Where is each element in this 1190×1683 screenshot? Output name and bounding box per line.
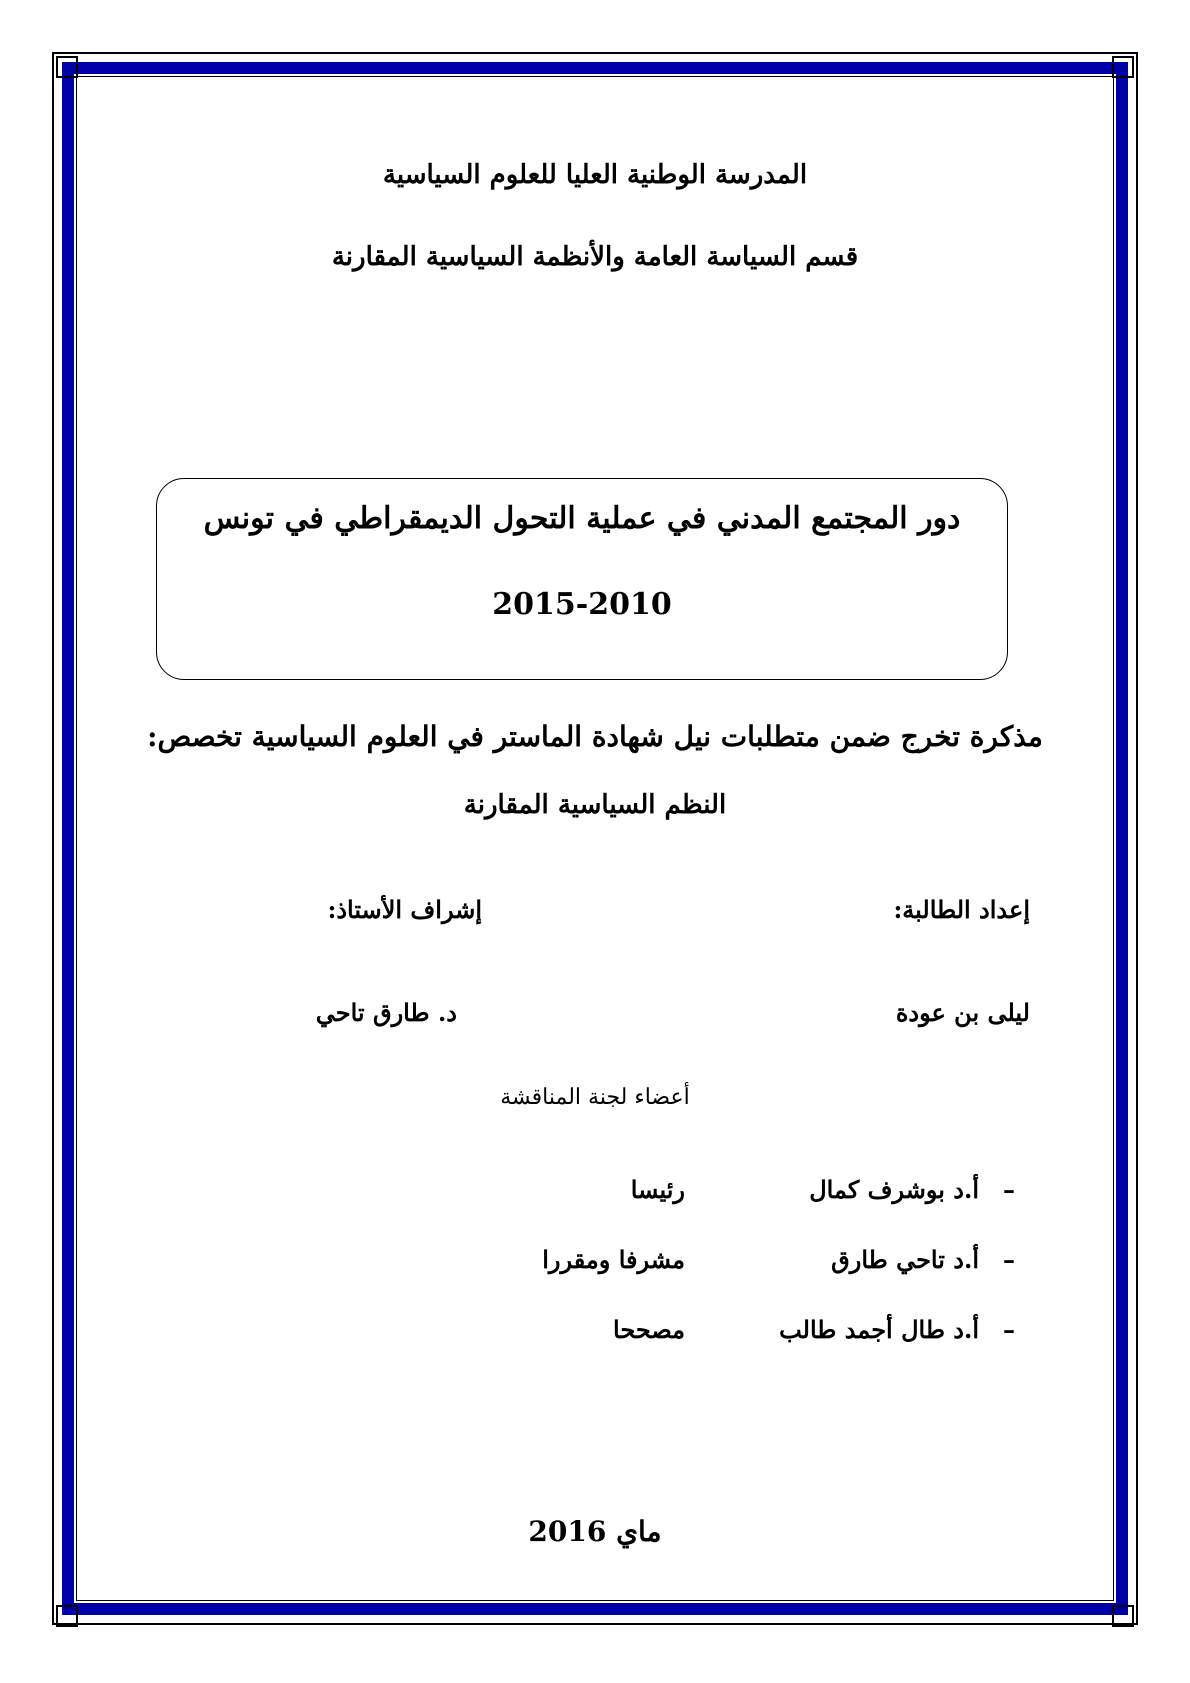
prepared-by-label: إعداد الطالبة: xyxy=(893,895,1030,924)
student-name: ليلى بن عودة xyxy=(895,998,1030,1027)
member-role: مشرفا ومقررا xyxy=(542,1245,685,1274)
member-dash: – xyxy=(1003,1245,1015,1274)
thesis-description: مذكرة تخرج ضمن متطلبات نيل شهادة الماستر في العلوم السياسية تخصص: xyxy=(147,720,1043,753)
member-name: أ.د تاحي طارق xyxy=(831,1245,979,1274)
supervisor-name: د. طارق تاحي xyxy=(315,998,457,1027)
supervised-by-label: إشراف الأستاذ: xyxy=(327,895,482,924)
frame-corner-bottom-right xyxy=(1112,1605,1134,1627)
member-role: مصححا xyxy=(613,1315,685,1344)
submission-date: ماي 2016 xyxy=(528,1515,662,1548)
member-role: رئيسا xyxy=(630,1175,685,1204)
committee-title: أعضاء لجنة المناقشة xyxy=(500,1085,690,1110)
thesis-title: دور المجتمع المدني في عملية التحول الديمقراطي في تونس xyxy=(203,501,961,536)
member-name: أ.د بوشرف كمال xyxy=(809,1175,979,1204)
committee-member xyxy=(630,1175,1015,1204)
thesis-title-years: 2015-2010 xyxy=(492,587,672,622)
frame-corner-top-left xyxy=(56,56,78,78)
frame-corner-top-right xyxy=(1112,56,1134,78)
committee-member xyxy=(613,1315,1015,1344)
frame-corner-bottom-left xyxy=(56,1605,78,1627)
member-dash: – xyxy=(1003,1315,1015,1344)
school-name: المدرسة الوطنية العليا للعلوم السياسية xyxy=(382,160,808,190)
page-frame-inner xyxy=(76,76,1114,1601)
committee-member xyxy=(542,1245,1015,1274)
department-name: قسم السياسة العامة والأنظمة السياسية المقارنة xyxy=(331,242,859,272)
member-name: أ.د طال أجمد طالب xyxy=(779,1315,979,1344)
thesis-title-box xyxy=(156,478,1008,680)
member-dash: – xyxy=(1003,1175,1015,1204)
thesis-specialization: النظم السياسية المقارنة xyxy=(463,790,727,820)
